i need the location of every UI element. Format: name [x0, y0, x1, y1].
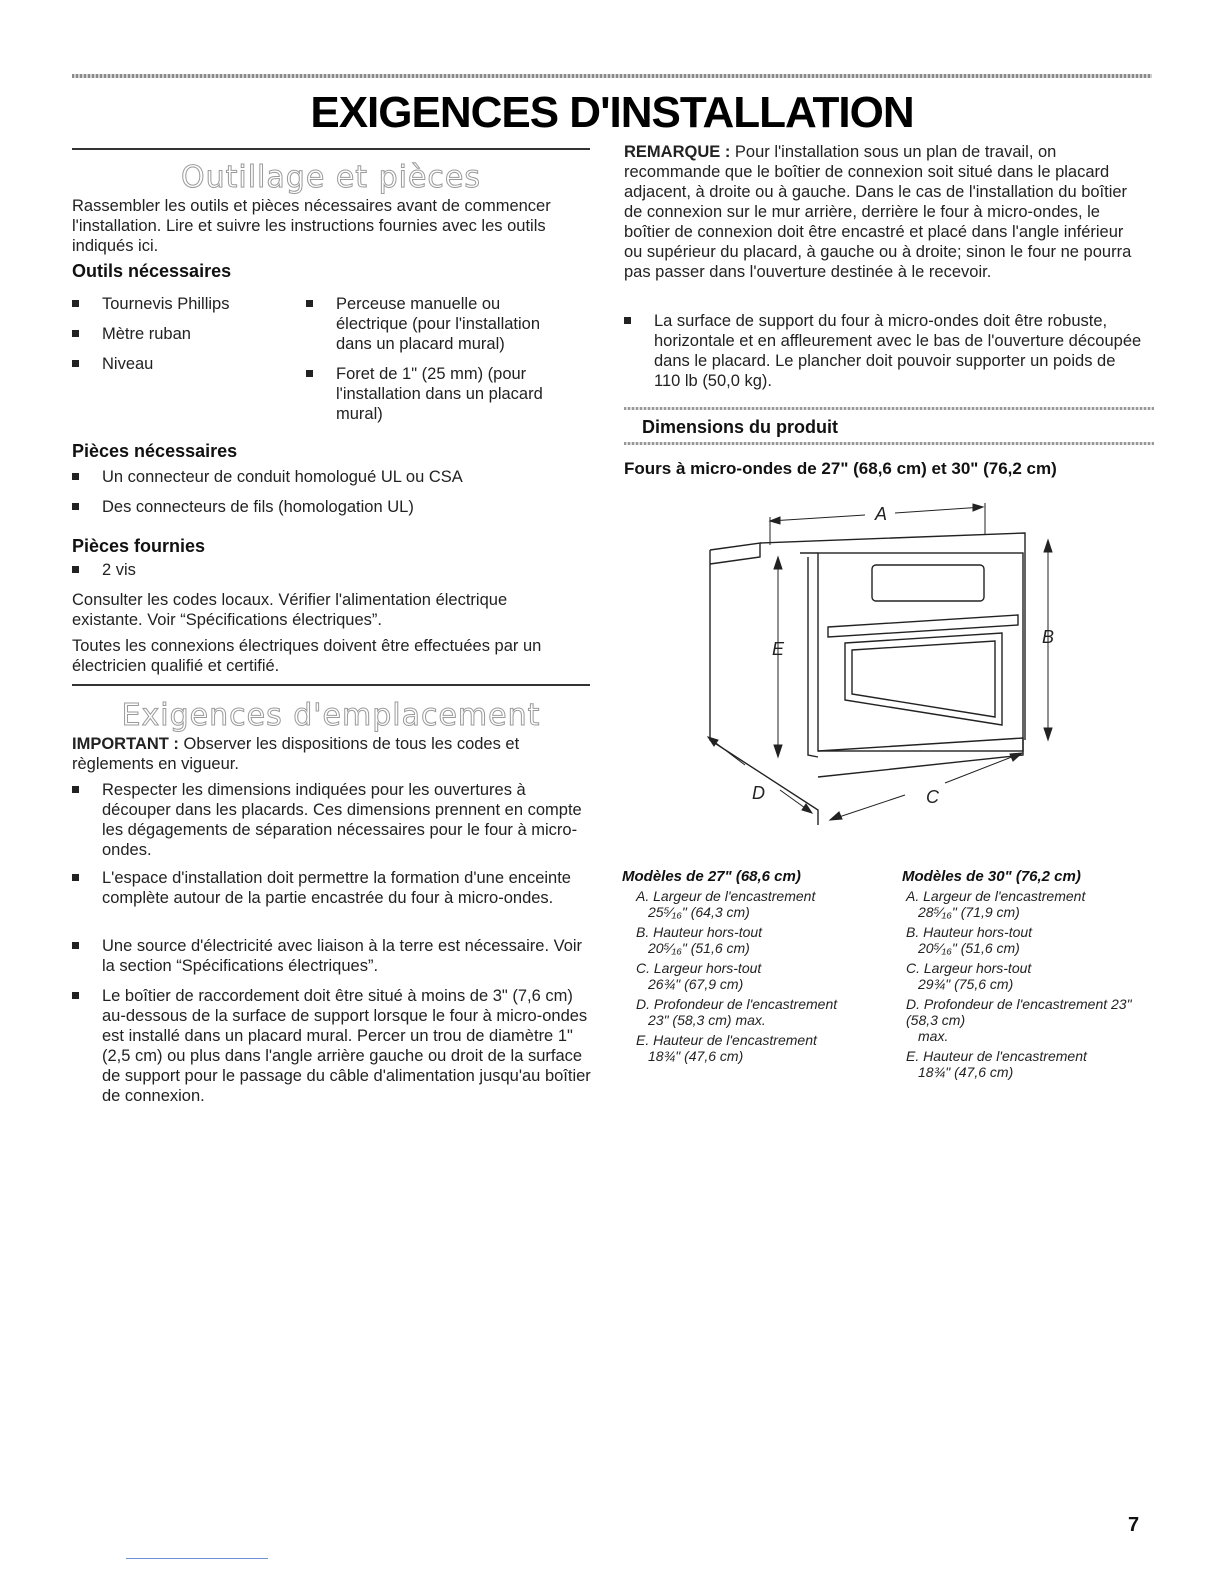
tools-heading: Outils nécessaires: [72, 261, 232, 281]
list-item: Perceuse manuelle ou électrique (pour l'installation dans un placard mural): [306, 294, 576, 354]
diagram-label-c: C: [926, 787, 939, 807]
list-item: Un connecteur de conduit homologué UL ou CSA: [72, 467, 592, 487]
list-item: L'espace d'installation doit permettre la formation d'une enceinte complète autour de la partie encastrée du four à micro-ondes.: [72, 868, 592, 908]
codes-paragraph: Consulter les codes locaux. Vérifier l'alimentation électrique existante. Voir “Spécifications électriques”.: [72, 591, 508, 629]
parts-heading: Pièces nécessaires: [72, 441, 238, 461]
remarque-paragraph: REMARQUE : Pour l'installation sous un plan de travail, on recommande que le boîtier de connexion soit situé dans le placard adjacent, à droite ou à gauche. Dans le cas de l'installation du boîtier de connexion sur le mur arrière, derrière le four à micro-ondes, le boîtier de connexion doit être encastré et placé dans l'angle inférieur ou supérieur du placard, à gauche ou à droite; sinon le four ne pourra pas passer dans l'ouverture destinée à le recevoir.: [624, 143, 1132, 281]
dotted-rule: [624, 407, 1154, 410]
dotted-rule: [624, 442, 1154, 445]
control-panel: [872, 565, 984, 601]
section-title-location: Exigences d'emplacement: [121, 698, 541, 733]
list-item: Tournevis Phillips: [72, 294, 292, 314]
tools-intro: Rassembler les outils et pièces nécessaires avant de commencer l'installation. Lire et suivre les instructions fournies avec les outils indiqués ici.: [72, 197, 551, 255]
list-item: La surface de support du four à micro-ondes doit être robuste, horizontale et en affleurement avec le bas de l'ouverture découpée dans le placard. Le plancher doit pouvoir supporter un poids de 110 lb (50,0 kg).: [624, 311, 1144, 391]
page-number: 7: [1128, 1514, 1140, 1536]
models-30-captions: Modèles de 30" (76,2 cm) A. Largeur de l'encastrement 28⁵⁄₁₆" (71,9 cm) B. Hauteur hors-tout 20⁵⁄₁₆" (51,6 cm) C. Largeur hors-tout 29¾" (75,6 cm) D. Profondeur de l'encastrement 23" (58,3 cm) max. E. Hauteur de l'encastrement 18¾" (47,6 cm): [902, 868, 1132, 1080]
section-title-tools: Outillage et pièces: [181, 160, 481, 195]
list-item: Mètre ruban: [72, 324, 292, 344]
oven-top-edge: [760, 533, 1025, 740]
diagram-label-b: B: [1042, 627, 1055, 647]
oven-front: [818, 553, 1023, 751]
diagram-label-e: E: [772, 639, 785, 659]
section-rule: [72, 684, 590, 686]
models-27-captions: Modèles de 27" (68,6 cm) A. Largeur de l'encastrement 25⁵⁄₁₆" (64,3 cm) B. Hauteur hors-tout 20⁵⁄₁₆" (51,6 cm) C. Largeur hors-tout 26¾" (67,9 cm) D. Profondeur de l'encastrement 23" (58,3 cm) max. E. Hauteur de l'encastrement 18¾" (47,6 cm): [622, 868, 838, 1064]
oven-dimension-diagram: [700, 495, 1080, 840]
top-dotted-rule: [72, 74, 1152, 78]
page-title: EXIGENCES D'INSTALLATION: [310, 88, 914, 137]
list-item: Le boîtier de raccordement doit être situé à moins de 3" (7,6 cm) au-dessous de la surface de support lorsque le four à micro-ondes est installé dans un placard mural. Percer un trou de diamètre 1" (2,5 cm) ou plus dans l'angle arrière gauche ou droit de la surface de support pour le passage du câble d'alimentation jusqu'au boîtier de connexion.: [72, 986, 592, 1106]
ovens-heading: Fours à micro-ondes de 27" (68,6 cm) et 30" (76,2 cm): [624, 459, 1057, 478]
supplied-heading: Pièces fournies: [72, 536, 206, 556]
diagram-label-a: A: [875, 504, 888, 524]
electrician-paragraph: Toutes les connexions électriques doivent être effectuées par un électricien qualifié et certifié.: [72, 637, 542, 675]
section-rule: [72, 148, 590, 150]
list-item: Une source d'électricité avec liaison à la terre est nécessaire. Voir la section “Spécifications électriques”.: [72, 936, 592, 976]
list-item: 2 vis: [72, 560, 592, 580]
diagram-label-d: D: [752, 783, 765, 803]
oven-window: [845, 633, 1002, 725]
dimensions-heading: Dimensions du produit: [642, 417, 838, 437]
list-item: Niveau: [72, 354, 292, 374]
important-paragraph: IMPORTANT : Observer les dispositions de tous les codes et règlements en vigueur.: [72, 735, 520, 773]
list-item: Respecter les dimensions indiquées pour les ouvertures à découper dans les placards. Ces dimensions prennent en compte les dégagements de séparation nécessaires pour le four à micro-ondes.: [72, 780, 592, 860]
footer-rule: [126, 1558, 268, 1559]
list-item: Des connecteurs de fils (homologation UL): [72, 497, 592, 517]
list-item: Foret de 1" (25 mm) (pour l'installation dans un placard mural): [306, 364, 576, 424]
